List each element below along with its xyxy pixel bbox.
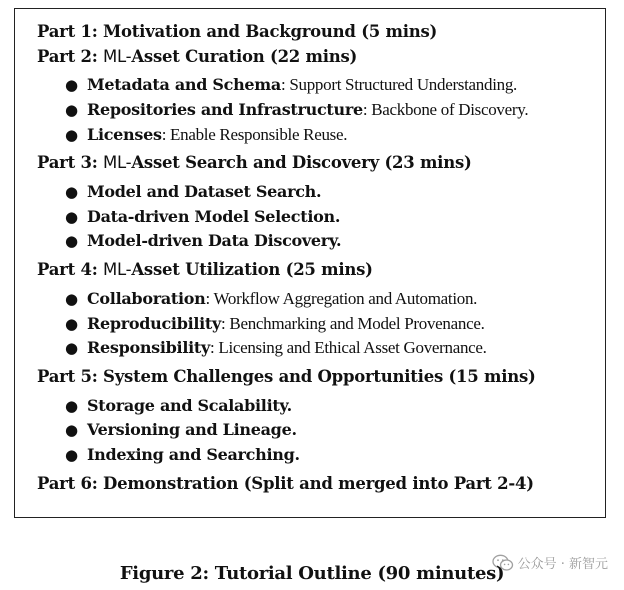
- bullet-icon: ●: [65, 207, 78, 226]
- item-topic: Repositories and Infrastructure: [87, 99, 363, 119]
- item-description: : Workflow Aggregation and Automation.: [205, 288, 478, 308]
- item-topic: Model and Dataset Search.: [87, 181, 322, 201]
- bullet-icon: ●: [65, 100, 78, 119]
- part-heading: [37, 20, 605, 45]
- list-item: [65, 229, 605, 254]
- item-topic: Model-driven Data Discovery.: [87, 231, 342, 251]
- item-description: : Benchmarking and Model Provenance.: [221, 313, 485, 333]
- list-item: [65, 443, 605, 468]
- outline-part-6: [37, 472, 605, 497]
- outline-part-4: [37, 258, 605, 361]
- outline-part-5: [37, 365, 605, 468]
- bullet-icon: ●: [65, 125, 78, 144]
- outline-part-1: [37, 20, 605, 45]
- part-title: Asset Search and Discovery (23 mins): [131, 153, 472, 173]
- item-description: : Enable Responsible Reuse.: [161, 124, 348, 144]
- item-topic: Licenses: [87, 124, 162, 144]
- list-item: [65, 287, 605, 312]
- part-title-prefix: ML-: [103, 153, 132, 173]
- item-description: : Support Structured Understanding.: [281, 75, 517, 94]
- bullet-icon: ●: [65, 289, 78, 308]
- list-item: [65, 312, 605, 337]
- part-title-prefix: ML-: [103, 260, 132, 280]
- outline-part-2: [37, 45, 605, 148]
- figure-caption: Figure 2: Tutorial Outline (90 minutes): [119, 563, 505, 584]
- part-label: Part 5:: [37, 367, 104, 387]
- item-description: : Backbone of Discovery.: [362, 99, 529, 119]
- list-item: [65, 180, 605, 205]
- bullet-list: [37, 73, 605, 147]
- part-heading: [37, 258, 605, 283]
- part-heading: [37, 365, 605, 390]
- item-topic: Metadata and Schema: [87, 75, 281, 94]
- bullet-icon: ●: [65, 396, 78, 415]
- item-topic: Responsibility: [87, 338, 210, 358]
- part-title: Motivation and Background (5 mins): [103, 22, 438, 41]
- bullet-icon: ●: [65, 339, 78, 358]
- bullet-icon: ●: [65, 76, 78, 94]
- item-topic: Data-driven Model Selection.: [87, 206, 341, 226]
- list-item: [65, 98, 605, 123]
- part-heading: [37, 45, 605, 70]
- part-title-prefix: ML-: [103, 46, 132, 66]
- part-heading: [37, 151, 605, 176]
- part-title: Demonstration (Split and merged into Part 2-4): [103, 474, 534, 494]
- part-title: System Challenges and Opportunities (15 mins): [103, 367, 536, 387]
- outline-part-3: [37, 151, 605, 254]
- list-item: [65, 418, 605, 443]
- item-description: : Licensing and Ethical Asset Governance.: [209, 338, 487, 358]
- item-topic: Storage and Scalability.: [87, 395, 292, 415]
- part-label: Part 2:: [37, 46, 104, 66]
- item-topic: Indexing and Searching.: [87, 445, 300, 465]
- bullet-icon: ●: [65, 421, 78, 440]
- bullet-icon: ●: [65, 314, 78, 333]
- bullet-list: [37, 394, 605, 468]
- item-topic: Versioning and Lineage.: [87, 420, 297, 440]
- bullet-list: [37, 180, 605, 254]
- part-title: Asset Utilization (25 mins): [131, 260, 373, 280]
- item-topic: Reproducibility: [87, 313, 222, 333]
- part-label: Part 4:: [37, 260, 104, 280]
- watermark-text: 公众号 · 新智元: [517, 557, 608, 572]
- bullet-icon: ●: [65, 182, 78, 201]
- part-label: Part 3:: [37, 153, 104, 173]
- list-item: [65, 205, 605, 230]
- list-item: [65, 394, 605, 419]
- bullet-list: [37, 287, 605, 361]
- list-item: [65, 73, 605, 98]
- list-item: [65, 336, 605, 361]
- item-topic: Collaboration: [87, 288, 206, 308]
- bullet-icon: ●: [65, 446, 78, 465]
- tutorial-outline-box: [14, 8, 606, 518]
- list-item: [65, 123, 605, 148]
- part-heading: [37, 472, 605, 497]
- part-label: Part 6:: [37, 474, 104, 494]
- bullet-icon: ●: [65, 232, 78, 251]
- part-title: Asset Curation (22 mins): [131, 46, 358, 66]
- part-label: Part 1:: [37, 22, 104, 41]
